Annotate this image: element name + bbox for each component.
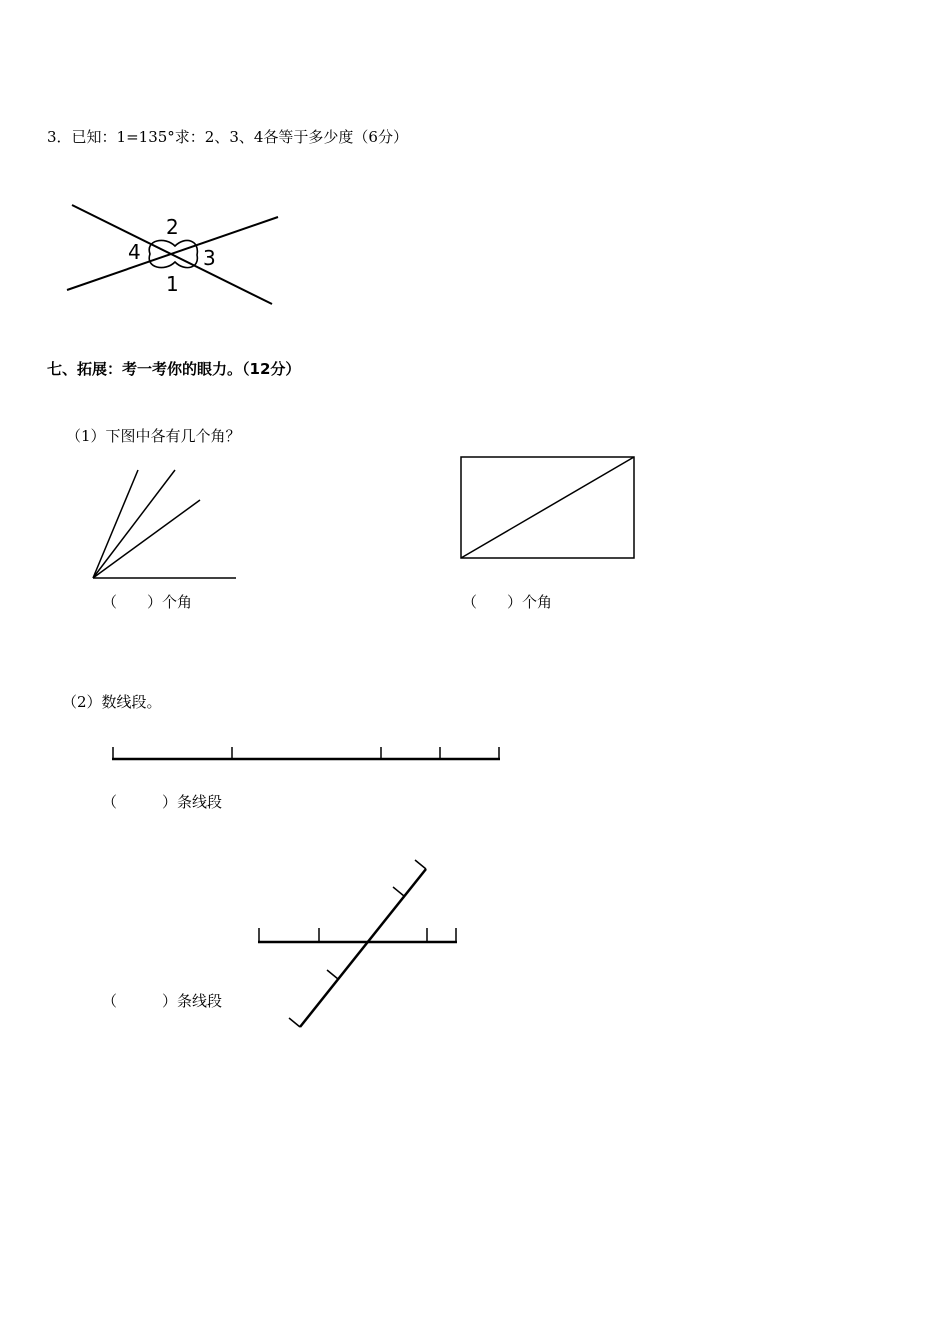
angle-label-3: 3 bbox=[203, 246, 216, 270]
rectangle-diagonal-figure bbox=[461, 457, 634, 558]
segment-count-answer-1: （ ）条线段 bbox=[102, 793, 223, 811]
crossing-segments-figure bbox=[258, 860, 457, 1027]
angle-count-answer-right: （ ）个角 bbox=[462, 593, 553, 611]
angle-label-1: 1 bbox=[166, 272, 179, 296]
diagonal-segment bbox=[300, 869, 426, 1027]
diagonal bbox=[461, 457, 634, 558]
tick-mark bbox=[327, 970, 338, 979]
tick-mark bbox=[393, 887, 404, 896]
segment-count-answer-2: （ ）条线段 bbox=[102, 992, 223, 1010]
ray-3 bbox=[93, 470, 175, 578]
tick-mark bbox=[415, 860, 426, 869]
rays-figure bbox=[93, 470, 236, 578]
part-2-prompt: （2）数线段。 bbox=[62, 693, 162, 711]
segment-line-1 bbox=[112, 747, 500, 759]
question-3-text: 3．已知：1=135°求：2、3、4各等于多少度（6分） bbox=[47, 128, 408, 146]
part-1-prompt: （1）下图中各有几个角？ bbox=[66, 427, 241, 445]
tick-mark bbox=[289, 1018, 300, 1027]
angle-count-answer-left: （ ）个角 bbox=[102, 593, 193, 611]
angle-label-4: 4 bbox=[128, 240, 141, 264]
section-7-title: 七、拓展：考一考你的眼力。（12分） bbox=[47, 360, 301, 378]
angle-label-2: 2 bbox=[166, 215, 179, 239]
